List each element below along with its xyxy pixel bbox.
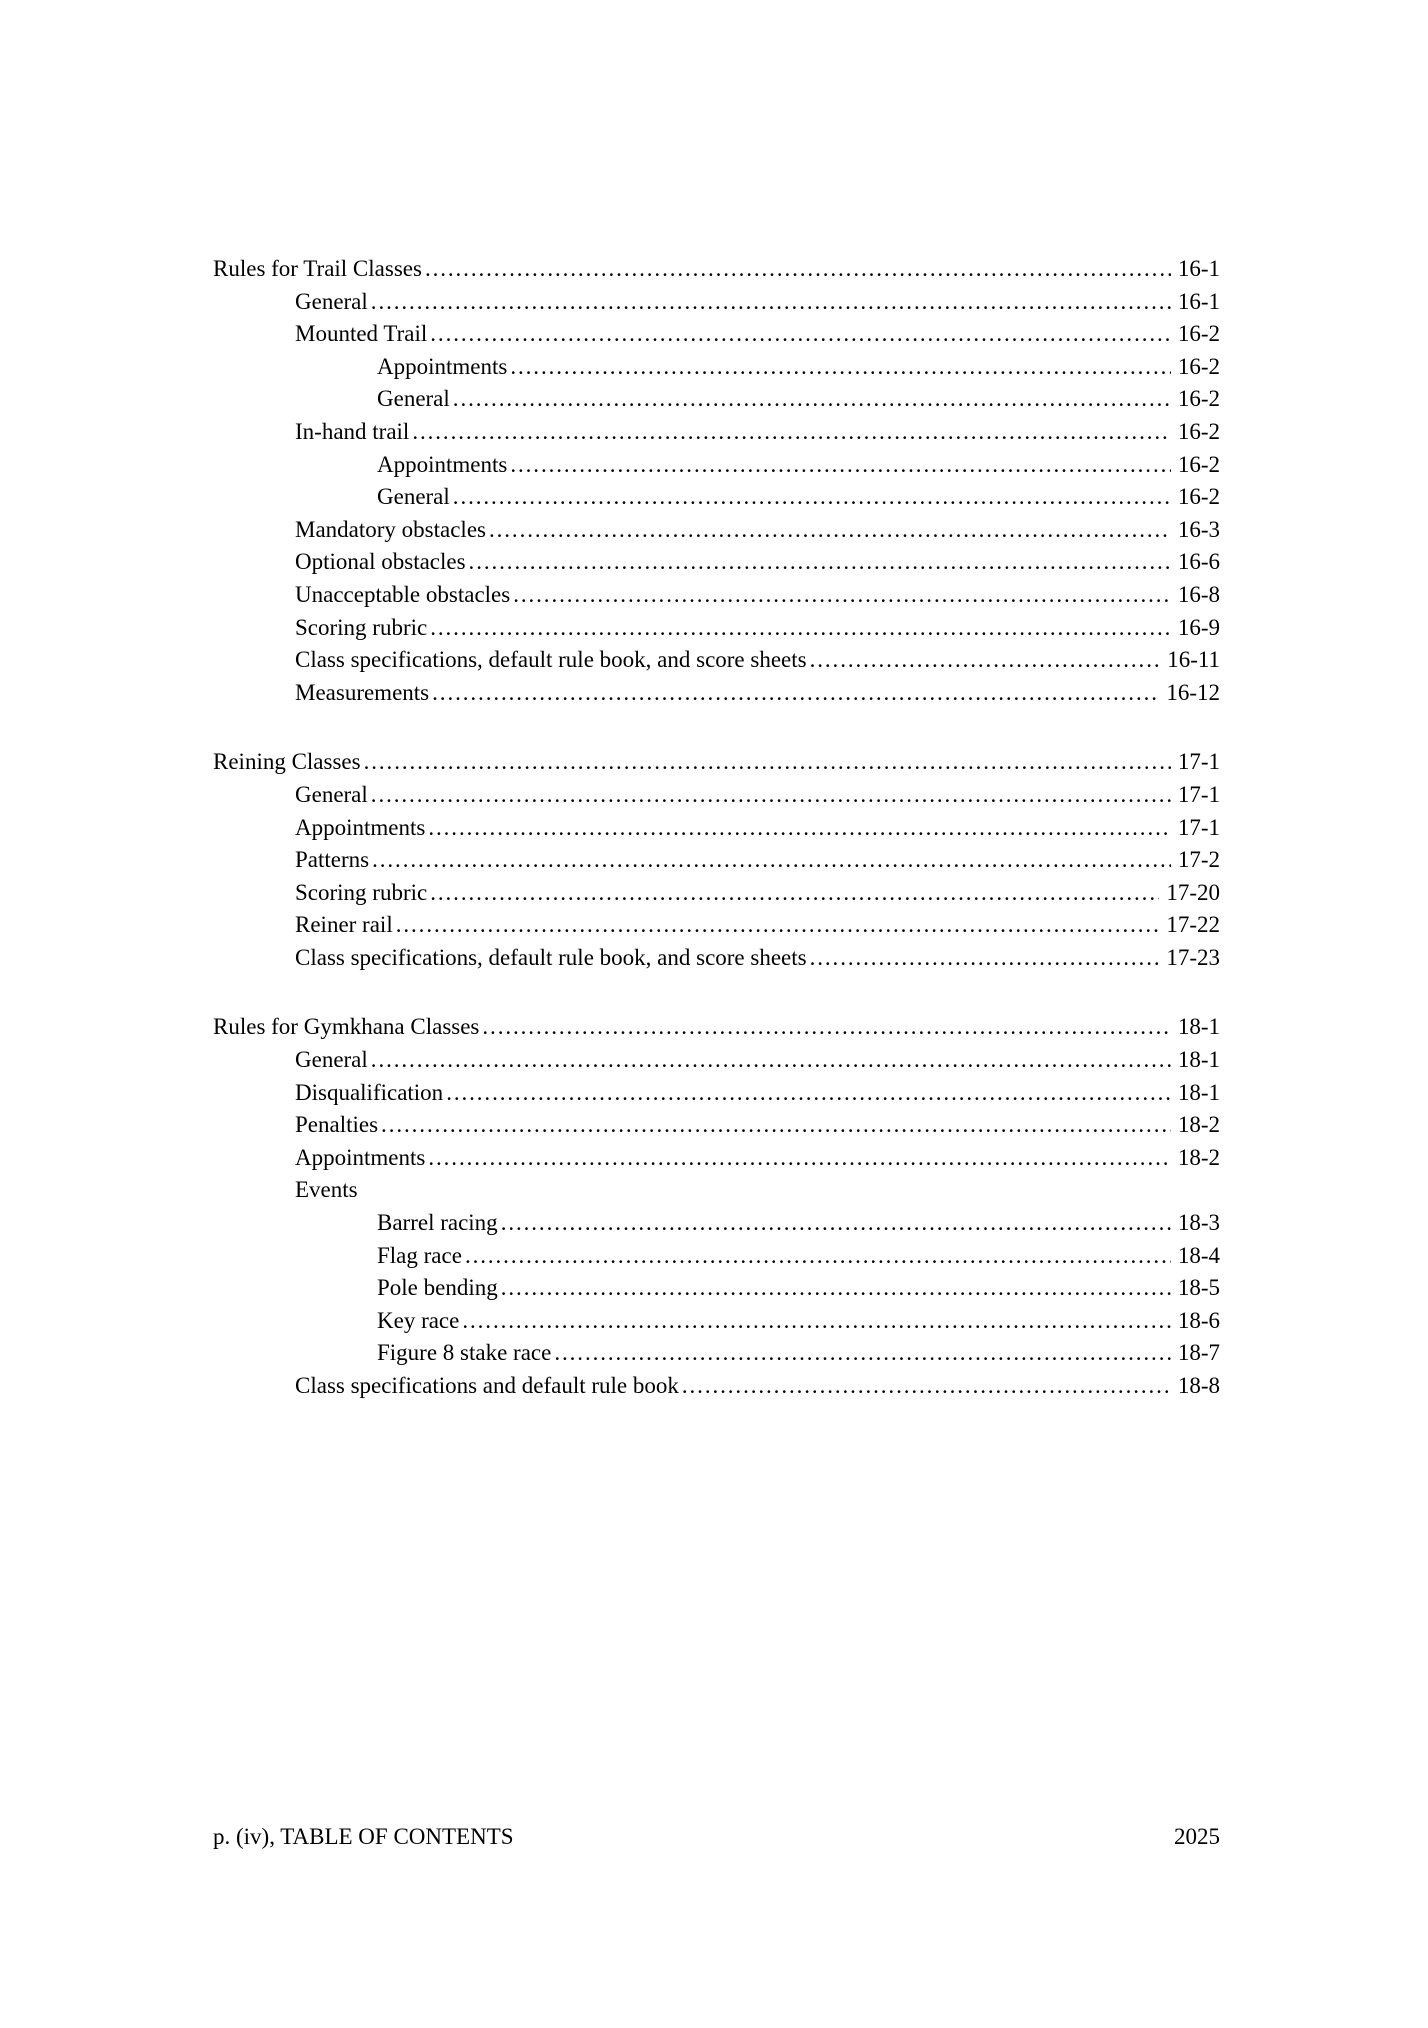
toc bbox=[213, 253, 1220, 1403]
toc-entry-label: Appointments bbox=[295, 814, 426, 840]
leader-dots bbox=[396, 909, 1160, 942]
toc-entry-label: Unacceptable obstacles bbox=[295, 581, 511, 607]
toc-entry-label: General bbox=[295, 288, 368, 314]
toc-entry-page: 16-2 bbox=[1177, 451, 1220, 477]
toc-entry-page: 16-3 bbox=[1177, 516, 1220, 542]
toc-entry-page: 17-1 bbox=[1177, 781, 1220, 807]
toc-entry-page: 16-9 bbox=[1177, 614, 1220, 640]
toc-entry-label: Mandatory obstacles bbox=[295, 516, 486, 542]
leader-dots bbox=[810, 644, 1161, 677]
toc-entry bbox=[213, 1207, 1220, 1240]
toc-entry bbox=[213, 612, 1220, 645]
toc-entry bbox=[213, 1305, 1220, 1338]
toc-entry-page: 16-2 bbox=[1177, 418, 1220, 444]
toc-entry-label: Scoring rubric bbox=[295, 879, 428, 905]
toc-entry bbox=[213, 416, 1220, 449]
toc-entry bbox=[213, 1044, 1220, 1077]
toc-entry bbox=[213, 942, 1220, 975]
leader-dots bbox=[510, 351, 1170, 384]
toc-entry-label: Rules for Trail Classes bbox=[213, 256, 422, 281]
leader-dots bbox=[482, 1011, 1170, 1044]
leader-dots bbox=[501, 1207, 1171, 1240]
toc-entry bbox=[213, 746, 1220, 779]
toc-entry bbox=[213, 779, 1220, 812]
leader-dots bbox=[371, 779, 1171, 812]
toc-entry bbox=[213, 877, 1220, 910]
toc-entry-label: In-hand trail bbox=[295, 418, 410, 444]
toc-entry bbox=[213, 579, 1220, 612]
leader-dots bbox=[453, 481, 1171, 514]
footer-page-label: p. (iv), TABLE OF CONTENTS bbox=[213, 1824, 514, 1849]
toc-entry-label: Class specifications, default rule book, and score sheets bbox=[295, 647, 807, 673]
leader-dots bbox=[371, 1044, 1171, 1077]
leader-dots bbox=[489, 514, 1171, 547]
toc-entry-page: 18-6 bbox=[1177, 1307, 1220, 1333]
toc-entry bbox=[213, 449, 1220, 482]
leader-dots bbox=[446, 1077, 1171, 1110]
toc-entry-label: Class specifications and default rule book bbox=[295, 1373, 679, 1398]
footer-year: 2025 bbox=[1174, 1824, 1220, 1849]
toc-entry-page: 18-1 bbox=[1177, 1014, 1220, 1040]
leader-dots bbox=[371, 286, 1171, 319]
toc-entry-page: 17-1 bbox=[1177, 814, 1220, 840]
toc-entry-label: Optional obstacles bbox=[295, 549, 466, 575]
leader-dots bbox=[513, 579, 1171, 612]
toc-entry bbox=[213, 1370, 1220, 1403]
toc-entry-label: General bbox=[377, 386, 450, 412]
toc-entry bbox=[213, 1077, 1220, 1110]
leader-dots bbox=[412, 416, 1171, 449]
toc-entry bbox=[213, 286, 1220, 319]
toc-entry bbox=[213, 1240, 1220, 1273]
toc-entry-label: Barrel racing bbox=[377, 1210, 498, 1236]
toc-entry-label: General bbox=[295, 1047, 368, 1073]
page-footer bbox=[213, 1822, 1220, 1852]
toc-entry-page: 18-4 bbox=[1177, 1242, 1220, 1268]
toc-entry-label: Key race bbox=[377, 1307, 460, 1333]
toc-entry bbox=[213, 351, 1220, 384]
toc-entry-label: Pole bending bbox=[377, 1275, 498, 1301]
toc-entry bbox=[213, 1011, 1220, 1044]
leader-dots bbox=[428, 1142, 1170, 1175]
toc-entry-page: 18-2 bbox=[1177, 1144, 1220, 1170]
toc-entry-page: 17-22 bbox=[1166, 912, 1220, 938]
toc-entry-label: Scoring rubric bbox=[295, 614, 428, 640]
toc-entry-label: Events bbox=[295, 1177, 358, 1203]
leader-dots bbox=[469, 546, 1171, 579]
toc-entry-page: 18-1 bbox=[1177, 1079, 1220, 1105]
toc-entry-page: 18-1 bbox=[1177, 1047, 1220, 1073]
toc-section bbox=[213, 746, 1220, 974]
toc-entry-label: Flag race bbox=[377, 1242, 462, 1268]
toc-entry bbox=[213, 1142, 1220, 1175]
toc-entry-label: Reiner rail bbox=[295, 912, 393, 938]
toc-entry-page: 17-23 bbox=[1166, 944, 1220, 970]
leader-dots bbox=[430, 612, 1171, 645]
toc-entry bbox=[213, 1337, 1220, 1370]
toc-entry-label: Disqualification bbox=[295, 1079, 444, 1105]
leader-dots bbox=[372, 844, 1171, 877]
toc-entry bbox=[213, 677, 1220, 710]
toc-entry-label: Appointments bbox=[295, 1144, 426, 1170]
toc-entry bbox=[213, 909, 1220, 942]
toc-entry bbox=[213, 546, 1220, 579]
toc-entry bbox=[213, 383, 1220, 416]
toc-entry-label: Class specifications, default rule book, and score sheets bbox=[295, 944, 807, 970]
toc-entry-page: 18-5 bbox=[1177, 1275, 1220, 1301]
toc-entry bbox=[213, 644, 1220, 677]
toc-entry-page: 16-12 bbox=[1166, 679, 1220, 705]
leader-dots bbox=[425, 253, 1171, 286]
toc-entry bbox=[213, 1109, 1220, 1142]
toc-section bbox=[213, 1011, 1220, 1402]
toc-entry-page: 16-1 bbox=[1177, 288, 1220, 314]
leader-dots bbox=[381, 1109, 1171, 1142]
toc-entry-label: Reining Classes bbox=[213, 749, 361, 775]
leader-dots bbox=[462, 1305, 1170, 1338]
toc-entry-label: Patterns bbox=[295, 847, 370, 873]
toc-entry-page: 18-3 bbox=[1177, 1210, 1220, 1236]
toc-entry-label: Appointments bbox=[377, 451, 508, 477]
toc-entry-label: Appointments bbox=[377, 353, 508, 379]
toc-entry-label: Measurements bbox=[295, 679, 430, 705]
toc-entry-page: 18-8 bbox=[1177, 1373, 1220, 1398]
toc-entry bbox=[213, 844, 1220, 877]
toc-entry-page: 18-2 bbox=[1177, 1112, 1220, 1138]
toc-entry-page: 18-7 bbox=[1177, 1340, 1220, 1366]
toc-entry-page: 16-8 bbox=[1177, 581, 1220, 607]
toc-entry bbox=[213, 812, 1220, 845]
toc-entry-page: 16-2 bbox=[1177, 386, 1220, 412]
leader-dots bbox=[810, 942, 1160, 975]
leader-dots bbox=[430, 877, 1159, 910]
toc-entry bbox=[213, 1272, 1220, 1305]
toc-entry-page: 17-20 bbox=[1166, 879, 1220, 905]
leader-dots bbox=[682, 1370, 1171, 1403]
toc-entry-page: 17-2 bbox=[1177, 847, 1220, 873]
toc-entry bbox=[213, 481, 1220, 514]
toc-entry-label: General bbox=[295, 781, 368, 807]
leader-dots bbox=[364, 746, 1171, 779]
toc-entry-page: 17-1 bbox=[1177, 749, 1220, 775]
toc-entry-label: Mounted Trail bbox=[295, 321, 428, 347]
toc-entry-page: 16-2 bbox=[1177, 484, 1220, 510]
leader-dots bbox=[510, 449, 1170, 482]
leader-dots bbox=[428, 812, 1170, 845]
leader-dots bbox=[554, 1337, 1170, 1370]
toc-entry-page: 16-1 bbox=[1177, 256, 1220, 281]
toc-entry-page: 16-2 bbox=[1177, 321, 1220, 347]
toc-entry-label: Rules for Gymkhana Classes bbox=[213, 1014, 480, 1040]
toc-entry bbox=[213, 1174, 1220, 1207]
toc-entry-label: General bbox=[377, 484, 450, 510]
toc-entry bbox=[213, 253, 1220, 286]
toc-entry-page: 16-11 bbox=[1167, 647, 1220, 673]
leader-dots bbox=[430, 318, 1171, 351]
toc-entry-page: 16-6 bbox=[1177, 549, 1220, 575]
toc-entry-page: 16-2 bbox=[1177, 353, 1220, 379]
leader-dots bbox=[465, 1240, 1171, 1273]
leader-dots bbox=[453, 383, 1171, 416]
toc-entry-label: Penalties bbox=[295, 1112, 379, 1138]
toc-entry bbox=[213, 318, 1220, 351]
toc-entry bbox=[213, 514, 1220, 547]
leader-dots bbox=[501, 1272, 1171, 1305]
toc-entry-label: Figure 8 stake race bbox=[377, 1340, 552, 1366]
toc-section bbox=[213, 253, 1220, 709]
leader-dots bbox=[432, 677, 1159, 710]
